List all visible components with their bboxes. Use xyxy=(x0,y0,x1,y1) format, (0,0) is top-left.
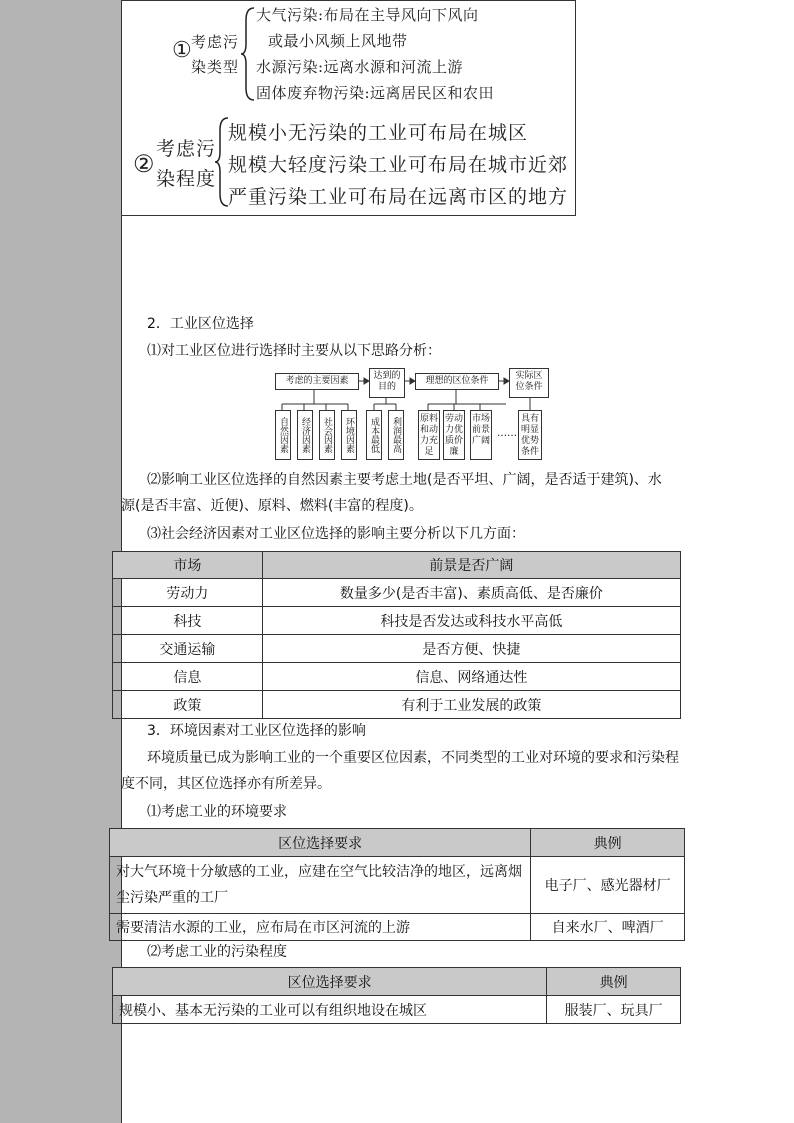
flow-goal-line2: 目的 xyxy=(377,382,396,392)
section2-sub2-line1: ⑵影响工业区位选择的自然因素主要考虑土地(是否平坦、广阔，是否适于建筑)、水 xyxy=(147,472,662,488)
group1-item-4: 固体废弃物污染:远离居民区和农田 xyxy=(256,84,495,102)
group2-item-3: 严重污染工业可布局在远离市区的地方 xyxy=(228,186,569,208)
flow-goal xyxy=(369,368,405,398)
table-cell: 交通运输 xyxy=(113,635,263,663)
flow-main-factors: 考虑的主要因素 xyxy=(275,373,359,390)
section2-sub1: ⑴对工业区位进行选择时主要从以下思路分析： xyxy=(147,343,441,359)
group2-item-2: 规模大轻度污染工业可布局在城市近郊 xyxy=(228,154,569,176)
table-row xyxy=(113,635,681,663)
flow-actual-line2: 位条件 xyxy=(515,382,543,392)
section3-para-line2: 度不同，其区位选择亦有所差异。 xyxy=(121,776,331,792)
socioeconomic-factors-table xyxy=(112,551,681,719)
table-cell: 数量多少(是否丰富)、素质高低、是否廉价 xyxy=(262,579,680,607)
group2-label-line1: 考虑污 xyxy=(156,138,217,160)
table-cell: 需要清洁水源的工业，应布局在市区河流的上游 xyxy=(110,914,531,941)
flow-condition-1: 原料和动力充足 xyxy=(418,410,440,460)
flow-factor-2: 经济因素 xyxy=(297,410,313,460)
group1-number: ① xyxy=(172,38,192,63)
flow-ellipsis: …… xyxy=(497,428,517,439)
table-cell: 科技 xyxy=(113,607,263,635)
group1-label-line2: 染类型 xyxy=(191,58,240,76)
section3-heading: 3．环境因素对工业区位选择的影响 xyxy=(147,723,366,739)
table-cell: 市场 xyxy=(113,552,263,579)
table-header-example: 典例 xyxy=(531,829,685,857)
section2-heading: 2．工业区位选择 xyxy=(147,316,254,332)
group2-item-1: 规模小无污染的工业可布局在城区 xyxy=(228,122,529,144)
flow-factor-1: 自然因素 xyxy=(275,410,291,460)
flow-factor-4: 环境因素 xyxy=(341,410,357,460)
table-row xyxy=(113,996,681,1024)
table-cell xyxy=(110,857,531,914)
table-row xyxy=(113,968,681,996)
group1-item-3: 水源污染:远离水源和河流上游 xyxy=(256,58,464,76)
group1-item-2: 或最小风频上风地带 xyxy=(268,32,408,50)
flow-condition-3: 市场前景广阔 xyxy=(470,410,492,460)
table-cell: 信息、网络通达性 xyxy=(262,663,680,691)
group2-label-line2: 染程度 xyxy=(156,168,217,190)
section3-para-line1: 环境质量已成为影响工业的一个重要区位因素，不同类型的工业对环境的要求和污染程 xyxy=(147,750,679,766)
group1-label-line1: 考虑污 xyxy=(191,33,240,51)
flow-goal-2: 利润最高 xyxy=(388,410,404,460)
requirement-line2: 尘污染严重的工厂 xyxy=(116,890,228,906)
table-cell: 信息 xyxy=(113,663,263,691)
table-cell: 服装厂、玩具厂 xyxy=(547,996,681,1024)
gray-side-panel xyxy=(0,0,122,1123)
group1-item-1: 大气污染:布局在主导风向下风向 xyxy=(256,6,479,24)
table-row xyxy=(113,552,681,579)
flow-actual-result: 具有明显优势条件 xyxy=(518,410,542,460)
table-header-example: 典例 xyxy=(547,968,681,996)
table-cell: 有利于工业发展的政策 xyxy=(262,691,680,719)
flow-goal-1: 成本最低 xyxy=(366,410,382,460)
table-cell: 科技是否发达或科技水平高低 xyxy=(262,607,680,635)
table-cell: 前景是否广阔 xyxy=(262,552,680,579)
flow-goal-line1: 达到的 xyxy=(373,371,401,381)
table-cell: 政策 xyxy=(113,691,263,719)
requirement-line1: 对大气环境十分敏感的工业，应建在空气比较洁净的地区，远离烟 xyxy=(116,864,522,880)
environment-requirements-table xyxy=(109,828,685,941)
flow-ideal: 理想的区位条件 xyxy=(415,373,499,390)
table-row xyxy=(113,691,681,719)
group2-number: ② xyxy=(133,150,155,178)
flow-condition-2: 劳动力优质价廉 xyxy=(443,410,465,460)
flow-factor-3: 社会因素 xyxy=(319,410,335,460)
pollution-degree-table xyxy=(112,967,681,1024)
table-row xyxy=(110,914,685,941)
table-row xyxy=(110,829,685,857)
flow-actual-line1: 实际区 xyxy=(515,371,543,381)
table-row xyxy=(113,663,681,691)
section3-sub2: ⑵考虑工业的污染程度 xyxy=(147,944,287,960)
table-cell: 是否方便、快捷 xyxy=(262,635,680,663)
table-cell: 劳动力 xyxy=(113,579,263,607)
table-header-requirement: 区位选择要求 xyxy=(113,968,547,996)
table-header-requirement: 区位选择要求 xyxy=(110,829,531,857)
section3-sub1: ⑴考虑工业的环境要求 xyxy=(147,804,287,820)
flow-actual xyxy=(509,368,549,398)
table-cell: 规模小、基本无污染的工业可以有组织地设在城区 xyxy=(113,996,547,1024)
pollution-summary-box xyxy=(0,0,576,216)
section2-sub2-line2: 源(是否丰富、近便)、原料、燃料(丰富的程度)。 xyxy=(121,498,423,514)
table-cell: 自来水厂、啤酒厂 xyxy=(531,914,685,941)
table-cell: 电子厂、感光器材厂 xyxy=(531,857,685,914)
section2-sub3: ⑶社会经济因素对工业区位选择的影响主要分析以下几方面： xyxy=(147,526,525,542)
table-row xyxy=(113,607,681,635)
group1-brace xyxy=(240,6,256,102)
table-row xyxy=(110,857,685,914)
table-row xyxy=(113,579,681,607)
